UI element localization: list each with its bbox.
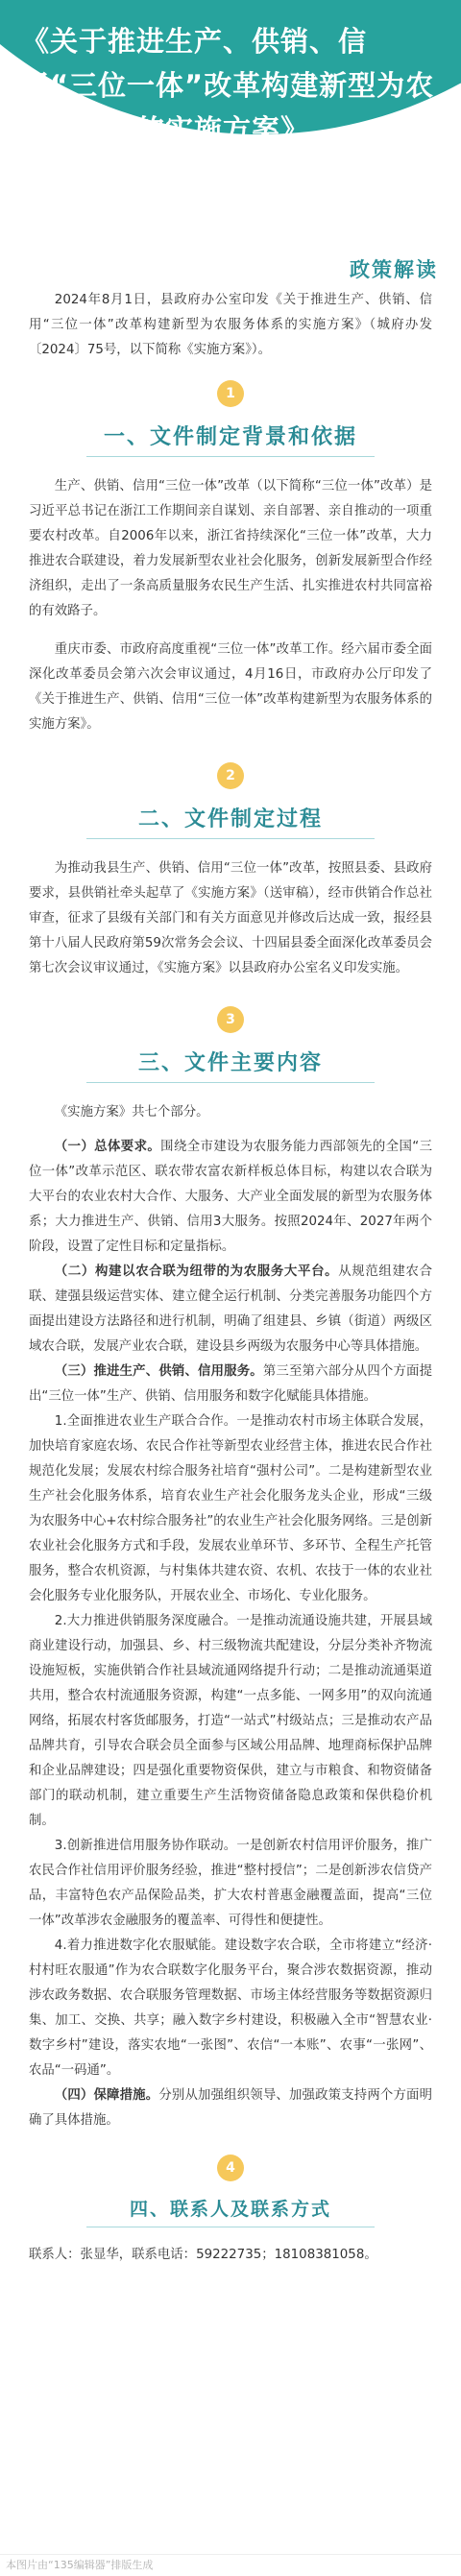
item-text: 第三至第六部分从四个方面提出“三位一体”生产、供销、信用服务和数字化赋能具体措施。 <box>29 1364 433 1404</box>
content-item <box>0 1834 461 1934</box>
intro-paragraph: 2024年8月1日，县政府办公室印发《关于推进生产、供销、信用“三位一体”改革构建新型为农服务体系的实施方案》（城府办发〔2024〕75号，以下简称《实施方案》）。 <box>29 293 432 357</box>
section-number-badge: 1 <box>217 380 244 407</box>
document-subtitle: 一图读懂 <box>365 201 442 224</box>
item-text: 4.着力推进数字化农服赋能。建设数字农合联，全市将建立“经济·村村旺农服通”作为农合联数字化服务平台，聚合涉农数据资源，推动涉农政务数据、农合联服务管理数据、市场主体经营服务等数据资源归集、加工、交换、共享；融入数字乡村建设，积极融入全市“智慧农业·数字乡村”建设，落实农地“一张图”、农信“一本账”、农事“一张网”、农品“一码通”。 <box>29 1938 432 2078</box>
section-title: 二、文件制定过程 <box>137 807 323 831</box>
content-item <box>0 1360 461 1409</box>
article-body <box>0 288 461 2268</box>
content-item <box>0 1609 461 1834</box>
item-text: 3.创新推进信用服务协作联动。一是创新农村信用评价服务，推广农民合作社信用评价服务经验，推进“整村授信”；二是创新涉农信贷产品，丰富特色农产品保险品类，扩大农村普惠金融覆盖面，提高“三位一体”改革涉农金融服务的覆盖率、可得性和便捷性。 <box>29 1839 432 1928</box>
content-item <box>0 2083 461 2133</box>
section-paragraph: 为推动我县生产、供销、信用“三位一体”改革，按照县委、县政府要求，县供销社牵头起草了《实施方案》（送审稿），经市供销合作总社审查，征求了县级有关部门和有关方面意见并修改后达成一致，报经县第十八届人民政府第59次常务会会议、十四届县委全面深化改革委员会第七次会议审议通过，《实施方案》以县政府办公室名义印发实施。 <box>29 861 432 975</box>
section-title: 四、联系人及联系方式 <box>129 2199 331 2220</box>
item-heading: （一）总体要求。 <box>54 1140 161 1154</box>
contact-info: 联系人：张显华，联系电话：59222735；18108381058。 <box>29 2248 377 2262</box>
item-text: 分别从加强组织领导、加强政策支持两个方面明确了具体措施。 <box>29 2088 433 2128</box>
section-title: 三、文件主要内容 <box>137 1051 323 1075</box>
section-number-badge: 2 <box>217 762 244 789</box>
content-item <box>0 1260 461 1360</box>
item-text: 1.全面推进农业生产联合合作。一是推动农村市场主体联合发展，加快培育家庭农场、农民合作社等新型农业经营主体，推进农民合作社规范化发展；发展农村综合服务社培育“强村公司”。二是构建新型农业生产社会化服务体系，培育农业生产社会化服务龙头企业，形成“三级为农服务中心+农村综合服务社”的农业生产社会化服务网络。三是创新农业社会化服务方式和手段，发展农业单环节、多环节、全程生产托管服务，整合农机资源，与村集体共建农资、农机、农技于一体的农业社会化服务专业化服务队，开展农业全、市场化、专业化服务。 <box>29 1414 432 1603</box>
content-item <box>0 1934 461 2083</box>
editor-credit: 本图片由“135编辑器”排版生成 <box>0 2554 461 2576</box>
item-heading: （二）构建以农合联为纽带的为农服务大平台。 <box>54 1264 339 1279</box>
section-title: 一、文件制定背景和依据 <box>103 425 357 449</box>
item-heading: （三）推进生产、供销、信用服务。 <box>54 1364 263 1379</box>
section-kicker: 政策解读 <box>350 258 438 281</box>
section-lead: 《实施方案》共七个部分。 <box>54 1105 209 1119</box>
section-number-badge: 3 <box>217 1006 244 1033</box>
content-item <box>0 1409 461 1609</box>
item-heading: （四）保障措施。 <box>54 2088 159 2103</box>
item-text: 2.大力推进供销服务深度融合。一是推动流通设施共建，开展县域商业建设行动，加强县、乡、村三级物流共配建设，分层分类补齐物流设施短板，实施供销合作社县域流通网络提升行动；二是推动流通渠道共用，整合农村流通服务资源，构建“一点多能、一网多用”的双向流通网络，拓展农村客货邮服务，打造“一站式”村级站点；三是推动农产品品牌共育，引导农合联会员全面参与区域公用品牌、地理商标保护品牌和企业品牌建设；四是强化重要物资保供，建立与市粮食、和物资储备部门的联动机制，建立重要生产生活物资储备隐息政策和保供稳价机制。 <box>29 1614 432 1828</box>
content-item <box>0 1135 461 1260</box>
document-title: 《关于推进生产、供销、信用“三位一体”改革构建新型为农服务体系的实施方案》 <box>21 25 435 146</box>
content-items <box>0 1135 461 2133</box>
section-paragraph: 生产、供销、信用“三位一体”改革（以下简称“三位一体”改革）是习近平总书记在浙江工作期间亲自谋划、亲自部署、亲自推动的一项重要农村改革。自2006年以来，浙江省持续深化“三位一体”改革，大力推进农合联建设，着力发展新型农业社会化服务，创新发展新型合作经济组织，走出了一条高质量服务农民生产生活、扎实推进农村共同富裕的有效路子。 <box>29 479 432 618</box>
item-text: 从规范组建农合联、建强县级运营实体、建立健全运行机制、分类完善服务功能四个方面提出建设方法路径和进行机制，明确了组建县、乡镇（街道）两级区域农合联，发展产业农合联，建设县乡两级为农服务中心等具体措施。 <box>29 1264 433 1354</box>
header-banner <box>0 0 461 252</box>
section-paragraph: 重庆市委、市政府高度重视“三位一体”改革工作。经六届市委全面深化改革委员会第六次会审议通过，4月16日，市政府办公厅印发了《关于推进生产、供销、信用“三位一体”改革构建新型为农服务体系的实施方案》。 <box>29 642 432 732</box>
item-text: 围绕全市建设为农服务能力西部领先的全国“三位一体”改革示范区、联农带农富农新样板总体目标，构建以农合联为大平台的农业农村大合作、大服务、大产业全面发展的新型为农服务体系；大力推进生产、供销、信用3大服务。按照2024年、2027年两个阶段，设置了定性目标和定量指标。 <box>29 1140 433 1254</box>
section-number-badge: 4 <box>217 2155 244 2181</box>
